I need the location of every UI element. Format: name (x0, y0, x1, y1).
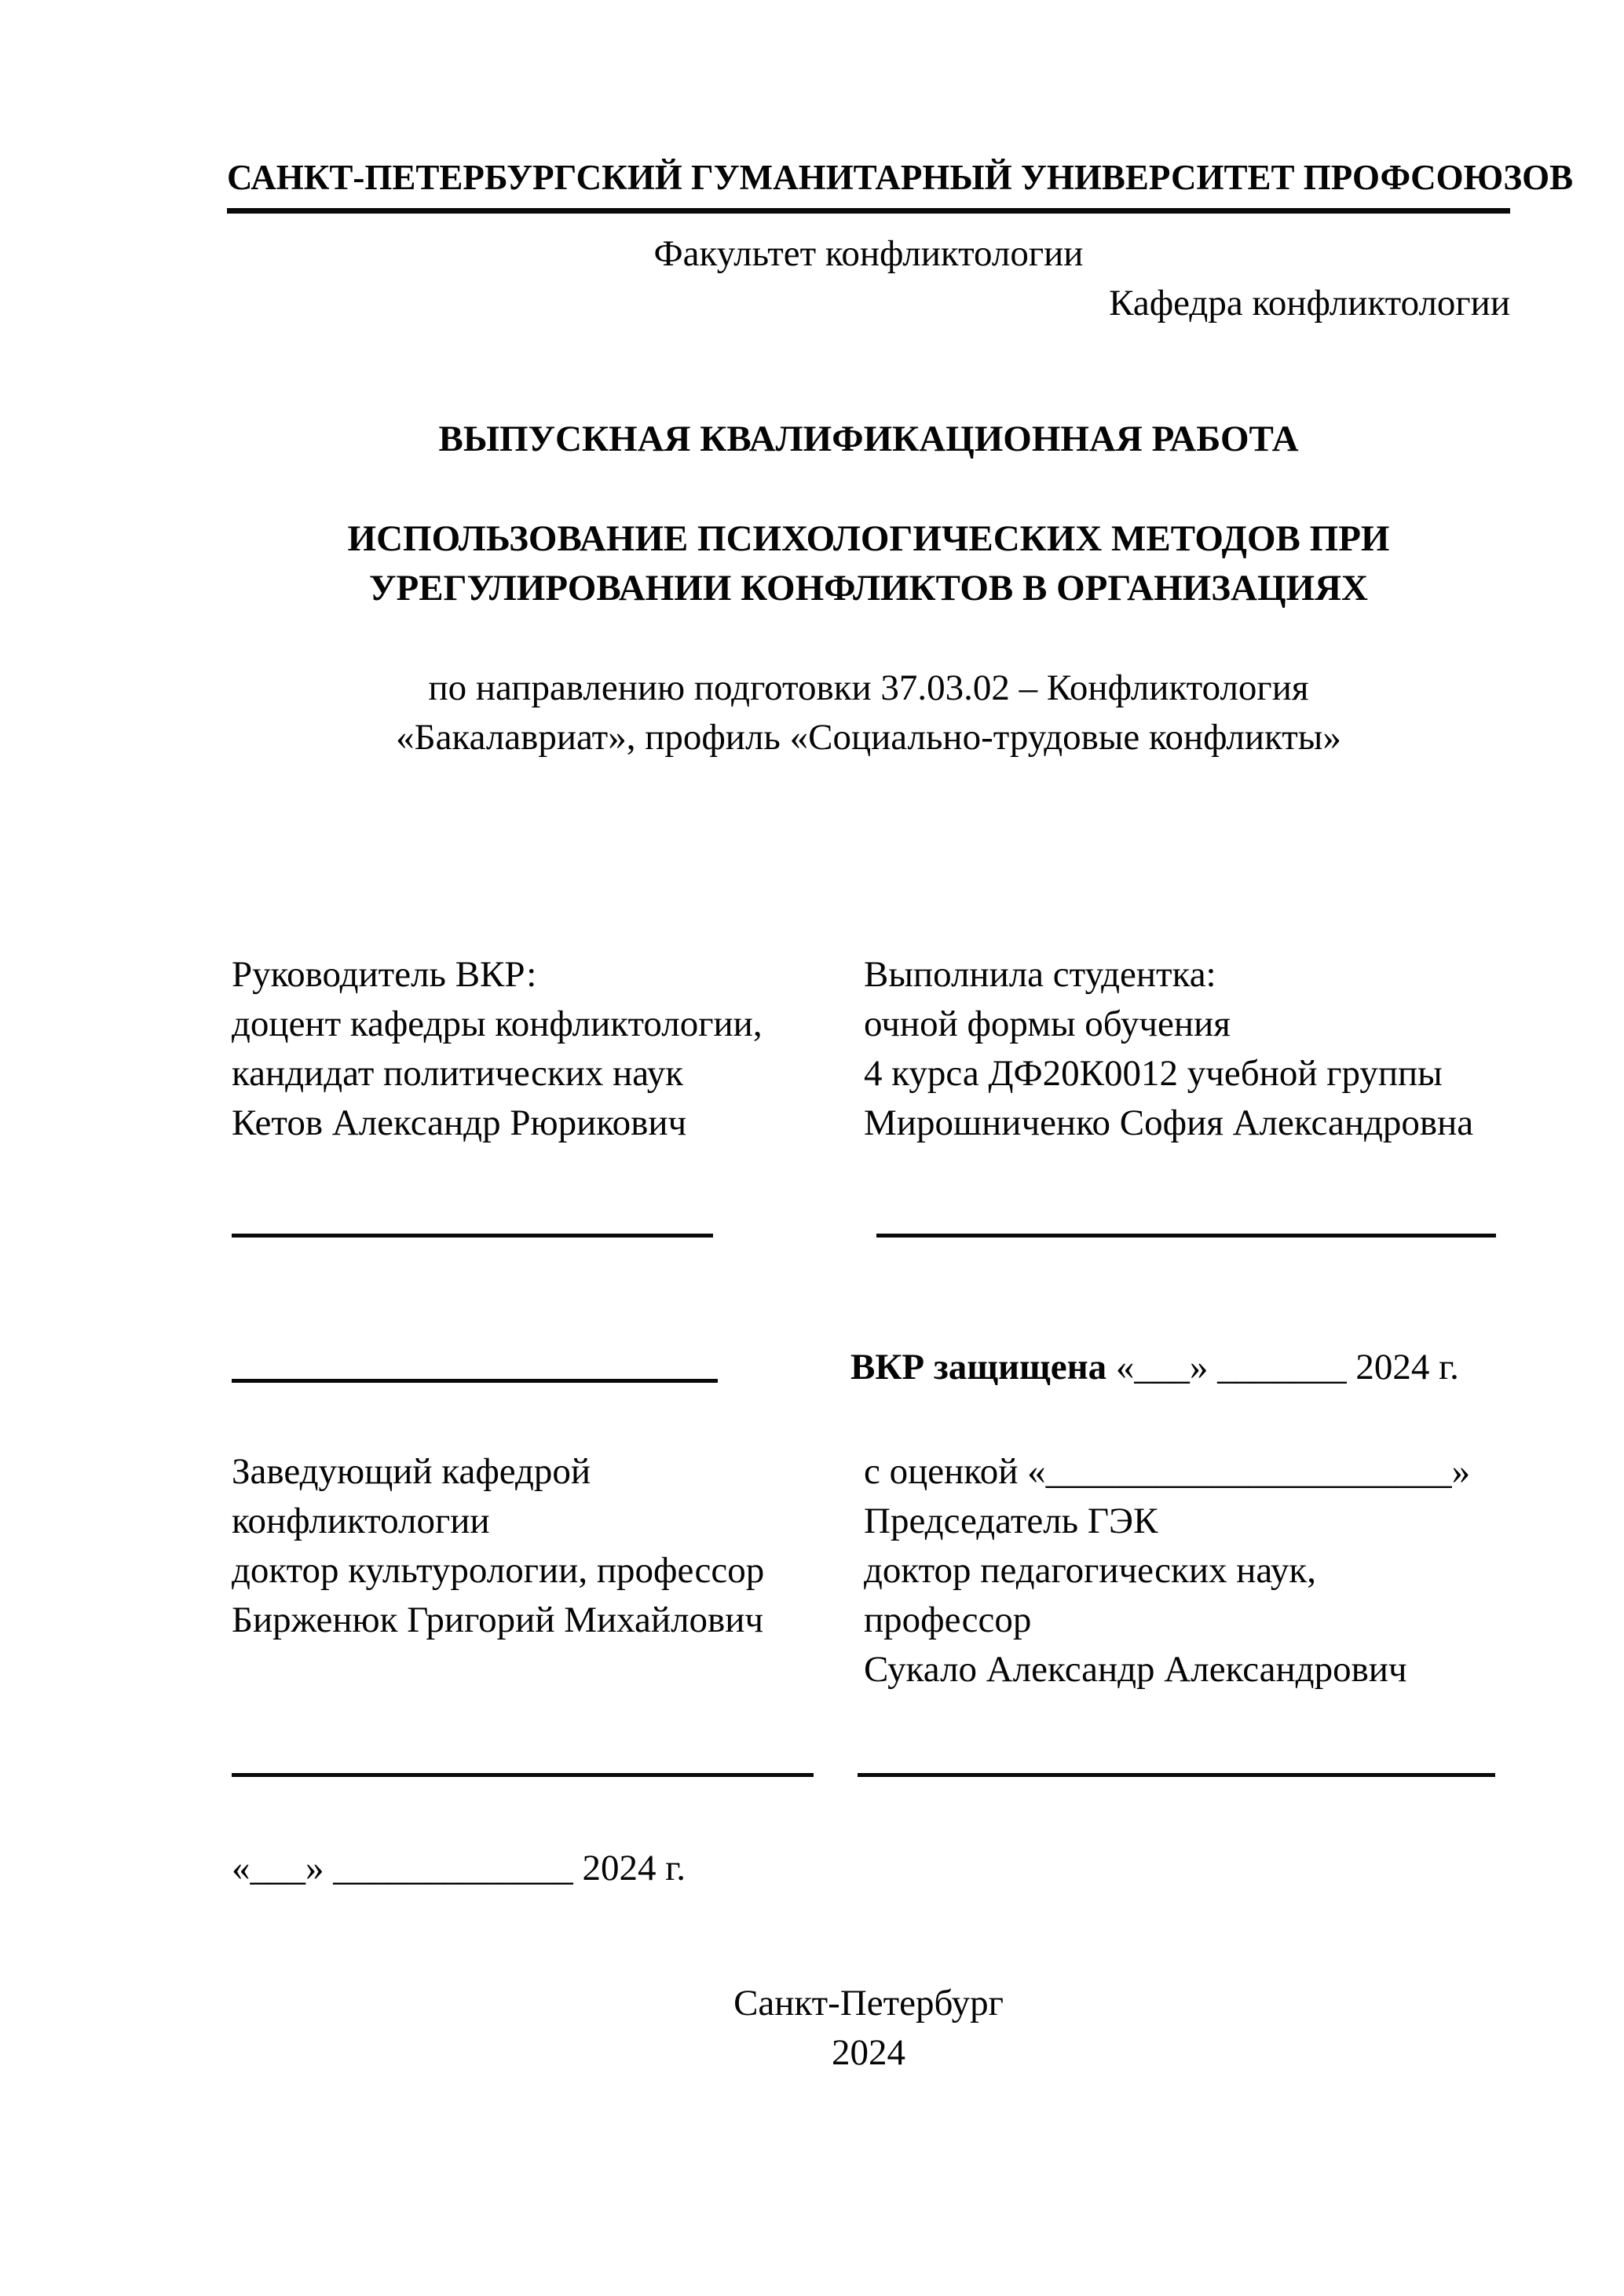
student-name: Мирошниченко София Александровна (864, 1102, 1474, 1143)
student-group: 4 курса ДФ20К0012 учебной группы (864, 1053, 1443, 1094)
program-direction: по направлению подготовки 37.03.02 – Конфликтология (428, 667, 1309, 708)
supervisor-position-2: кандидат политических наук (232, 1053, 684, 1094)
student-block (864, 950, 1516, 1148)
footer-block (227, 1979, 1510, 2078)
thesis-title-line2: УРЕГУЛИРОВАНИИ КОНФЛИКТОВ В ОРГАНИЗАЦИЯХ (369, 568, 1368, 609)
head-role-line2: конфликтологии (232, 1501, 490, 1541)
supervisor-role: Руководитель ВКР: (232, 954, 537, 995)
defense-date-blank: «___» _______ 2024 г. (1106, 1347, 1459, 1387)
chairman-title: профессор (864, 1600, 1032, 1640)
supervisor-block (232, 950, 860, 1148)
head-degree: доктор культурологии, профессор (232, 1550, 765, 1591)
student-study-form: очной формы обучения (864, 1004, 1231, 1044)
chairman-name: Сукало Александр Александрович (864, 1649, 1407, 1690)
chairman-block (864, 1447, 1516, 1695)
signature-line-chairman (858, 1773, 1495, 1777)
footer-city: Санкт-Петербург (733, 1983, 1004, 2024)
program-profile: «Бакалавриат», профиль «Социально-трудовые конфликты» (396, 717, 1341, 758)
head-of-department-block (232, 1447, 860, 1645)
signature-line-student (876, 1234, 1496, 1238)
head-role-line1: Заведующий кафедрой (232, 1451, 591, 1492)
defense-date-row (850, 1343, 1459, 1392)
program-info (227, 664, 1510, 762)
chairman-role: Председатель ГЭК (864, 1501, 1158, 1541)
signature-line-head (232, 1773, 814, 1777)
signature-line-supervisor (232, 1234, 713, 1238)
supervisor-position-1: доцент кафедры конфликтологии, (232, 1004, 763, 1044)
work-type-heading: ВЫПУСКНАЯ КВАЛИФИКАЦИОННАЯ РАБОТА (438, 419, 1299, 459)
thesis-title-line1: ИСПОЛЬЗОВАНИЕ ПСИХОЛОГИЧЕСКИХ МЕТОДОВ ПРИ (347, 518, 1390, 559)
defense-label: ВКР защищена (850, 1347, 1107, 1387)
faculty-line: Факультет конфликтологии (653, 233, 1084, 274)
footer-year: 2024 (832, 2032, 905, 2073)
supervisor-name: Кетов Александр Рюрикович (232, 1102, 687, 1143)
head-date-blank: «___» _____________ 2024 г. (232, 1848, 686, 1888)
department-line: Кафедра конфликтологии (1109, 283, 1510, 324)
signature-line-left-middle (232, 1379, 718, 1383)
chairman-degree: доктор педагогических наук, (864, 1550, 1316, 1591)
university-name: САНКТ-ПЕТЕРБУРГСКИЙ ГУМАНИТАРНЫЙ УНИВЕРСИТЕТ ПРОФСОЮЗОВ (227, 155, 1510, 214)
head-name: Бирженюк Григорий Михайлович (232, 1600, 764, 1640)
student-role: Выполнила студентка: (864, 954, 1216, 995)
thesis-title (227, 514, 1510, 613)
grade-blank-line: с оценкой «______________________» (864, 1451, 1471, 1492)
